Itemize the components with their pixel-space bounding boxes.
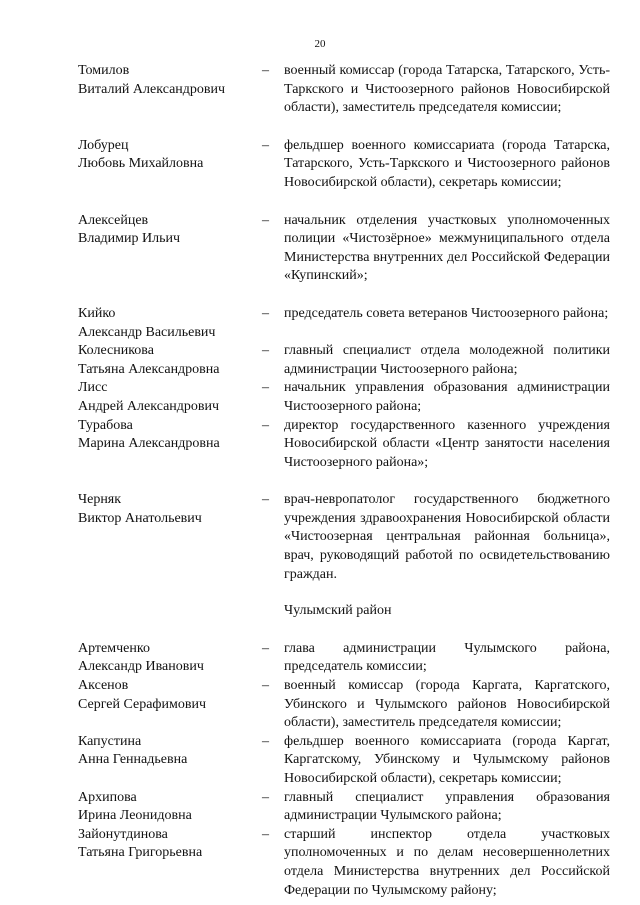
member-role: главный специалист отдела молодежной политики администрации Чистоозерного района; bbox=[284, 343, 610, 377]
member-surname: Турабова bbox=[78, 417, 133, 433]
commission-list bbox=[78, 62, 610, 900]
member-given-name: Александр Васильевич bbox=[78, 324, 216, 340]
member-name bbox=[78, 733, 262, 770]
member-given-name: Марина Александровна bbox=[78, 436, 220, 452]
member-entry bbox=[78, 677, 610, 733]
member-entry bbox=[78, 212, 610, 286]
member-role: главный специалист управления образования администрации Чулымского района; bbox=[284, 789, 610, 824]
member-given-name: Любовь Михайловна bbox=[78, 156, 204, 172]
member-given-name: Владимир Ильич bbox=[78, 231, 181, 247]
member-surname: Кийко bbox=[78, 305, 116, 321]
member-surname: Капустина bbox=[78, 733, 142, 749]
member-role: фельдшер военного комиссариата (города Татарска, Татарского, Усть-Таркского и Чистоозерного районов Новосибирской области), секретарь комиссии; bbox=[284, 137, 610, 190]
member-given-name: Виталий Александрович bbox=[78, 81, 226, 97]
member-name bbox=[78, 789, 262, 826]
member-surname: Черняк bbox=[78, 492, 122, 508]
dash-separator: – bbox=[262, 137, 269, 153]
member-surname: Аксенов bbox=[78, 678, 129, 694]
member-name bbox=[78, 379, 262, 416]
member-entry bbox=[78, 491, 610, 584]
member-entry bbox=[78, 826, 610, 900]
dash-separator: – bbox=[262, 380, 269, 396]
member-role: старший инспектор отдела участковых уполномоченных и по делам несовершеннолетних отдела Министерства внутренних дел Российской Федерации по Чулымскому району; bbox=[284, 826, 610, 898]
member-entry bbox=[78, 789, 610, 826]
member-role: военный комиссар (города Татарска, Татарского, Усть-Таркского и Чистоозерного районов Новосибирской области), заместитель председателя комиссии; bbox=[284, 63, 610, 116]
member-surname: Томилов bbox=[78, 63, 130, 78]
member-role: военный комиссар (города Каргата, Каргатского, Убинского и Чулымского районов Новосибирской области), заместитель председателя комиссии; bbox=[284, 678, 610, 731]
member-given-name: Анна Геннадьевна bbox=[78, 752, 188, 768]
member-given-name: Александр Иванович bbox=[78, 659, 204, 675]
member-given-name: Ирина Леонидовна bbox=[78, 808, 192, 824]
member-role: врач-невропатолог государственного бюджетного учреждения здравоохранения Новосибирской области «Чистоозерная центральная районная больница», врач, руководящий работой по освидетельствованию граждан. bbox=[284, 492, 610, 582]
dash-separator: – bbox=[262, 640, 269, 656]
member-name bbox=[78, 137, 262, 174]
member-name bbox=[78, 62, 262, 99]
member-name bbox=[78, 417, 262, 454]
member-surname: Лобурец bbox=[78, 137, 129, 153]
dash-separator: – bbox=[262, 733, 269, 749]
dash-separator: – bbox=[262, 212, 269, 228]
member-role: фельдшер военного комиссариата (города Каргат, Каргатскому, Убинскому и Чулымскому районов Новосибирской области), секретарь комиссии; bbox=[284, 733, 610, 786]
member-name bbox=[78, 212, 262, 249]
member-given-name: Виктор Анатольевич bbox=[78, 510, 202, 526]
dash-separator: – bbox=[262, 305, 269, 321]
dash-separator: – bbox=[262, 678, 269, 694]
member-role: председатель совета ветеранов Чистоозерного района; bbox=[284, 305, 609, 321]
member-name bbox=[78, 826, 262, 863]
member-surname: Зайонутдинова bbox=[78, 826, 168, 842]
member-given-name: Татьяна Григорьевна bbox=[78, 845, 203, 861]
dash-separator: – bbox=[262, 417, 269, 433]
member-entry bbox=[78, 62, 610, 118]
member-surname: Колесникова bbox=[78, 343, 154, 359]
dash-separator: – bbox=[262, 826, 269, 842]
member-given-name: Татьяна Александровна bbox=[78, 361, 220, 377]
member-entry bbox=[78, 137, 610, 193]
member-name bbox=[78, 677, 262, 714]
member-name bbox=[78, 640, 262, 677]
dash-separator: – bbox=[262, 63, 269, 78]
member-surname: Артемченко bbox=[78, 640, 150, 656]
member-role: глава администрации Чулымского района, председатель комиссии; bbox=[284, 640, 610, 675]
page-number: 20 bbox=[314, 38, 326, 50]
member-role: начальник отделения участковых уполномоченных полиции «Чистозёрное» межмуниципального отдела Министерства внутренних дел Российской Федерации «Купинский»; bbox=[284, 212, 610, 284]
member-role: начальник управления образования администрации Чистоозерного района; bbox=[284, 380, 610, 414]
member-name bbox=[78, 491, 262, 528]
member-entry bbox=[78, 379, 610, 416]
member-entry bbox=[78, 305, 610, 342]
member-entry bbox=[78, 640, 610, 677]
member-surname: Архипова bbox=[78, 789, 137, 805]
section-title: Чулымский район bbox=[284, 603, 392, 619]
member-name bbox=[78, 342, 262, 379]
member-name bbox=[78, 305, 262, 342]
member-entry bbox=[78, 342, 610, 379]
member-surname: Алексейцев bbox=[78, 212, 149, 228]
member-role: директор государственного казенного учреждения Новосибирской области «Центр занятости населения Чистоозерного района»; bbox=[284, 417, 610, 470]
member-given-name: Андрей Александрович bbox=[78, 398, 220, 414]
member-surname: Лисс bbox=[78, 380, 108, 396]
dash-separator: – bbox=[262, 492, 269, 508]
dash-separator: – bbox=[262, 343, 269, 359]
dash-separator: – bbox=[262, 789, 269, 805]
member-entry bbox=[78, 417, 610, 473]
member-given-name: Сергей Серафимович bbox=[78, 696, 206, 712]
member-entry bbox=[78, 733, 610, 789]
